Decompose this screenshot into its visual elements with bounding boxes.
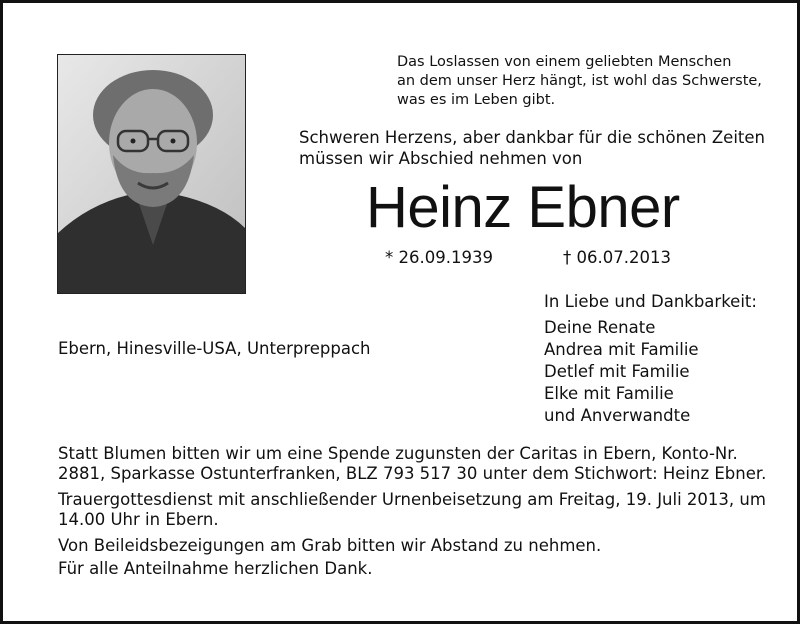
mourner-item: Elke mit Familie <box>544 384 674 403</box>
mourner-item: Deine Renate <box>544 318 656 337</box>
quote-line: was es im Leben gibt. <box>397 92 556 108</box>
birth-date: * 26.09.1939 <box>385 248 493 267</box>
gratitude-note: Für alle Anteilnahme herzlichen Dank. <box>58 559 373 578</box>
intro-line: müssen wir Abschied nehmen von <box>299 149 583 168</box>
mourner-item: Andrea mit Familie <box>544 340 699 359</box>
quote-line: an dem unser Herz hängt, ist wohl das Schwerste, <box>397 73 762 89</box>
portrait-photo <box>57 54 246 294</box>
thanks-heading: In Liebe und Dankbarkeit: <box>544 292 757 311</box>
service-note: Trauergottesdienst mit anschließender Urnenbeisetzung am Freitag, 19. Juli 2013, um 14.00 Uhr in Ebern. <box>58 490 766 529</box>
quote-line: Das Loslassen von einem geliebten Menschen <box>397 54 732 70</box>
notices-section <box>58 444 767 585</box>
memorial-quote <box>397 53 777 110</box>
condolence-note: Von Beileidsbezeigungen am Grab bitten wir Abstand zu nehmen. <box>58 536 602 555</box>
farewell-intro <box>299 127 779 169</box>
donation-note: Statt Blumen bitten wir um eine Spende zugunsten der Caritas in Ebern, Konto-Nr. 2881, Sparkasse Ostunterfranken, BLZ 793 517 30 unter dem Stichwort: Heinz Ebner. <box>58 444 767 483</box>
portrait-photo-icon <box>58 55 246 294</box>
deceased-name: Heinz Ebner <box>366 175 680 240</box>
family-places: Ebern, Hinesville-USA, Unterpreppach <box>58 339 371 358</box>
mourner-item: Detlef mit Familie <box>544 362 690 381</box>
mourners-list <box>544 317 699 427</box>
death-date: † 06.07.2013 <box>563 248 671 267</box>
mourner-item: und Anverwandte <box>544 406 691 425</box>
intro-line: Schweren Herzens, aber dankbar für die schönen Zeiten <box>299 128 765 147</box>
